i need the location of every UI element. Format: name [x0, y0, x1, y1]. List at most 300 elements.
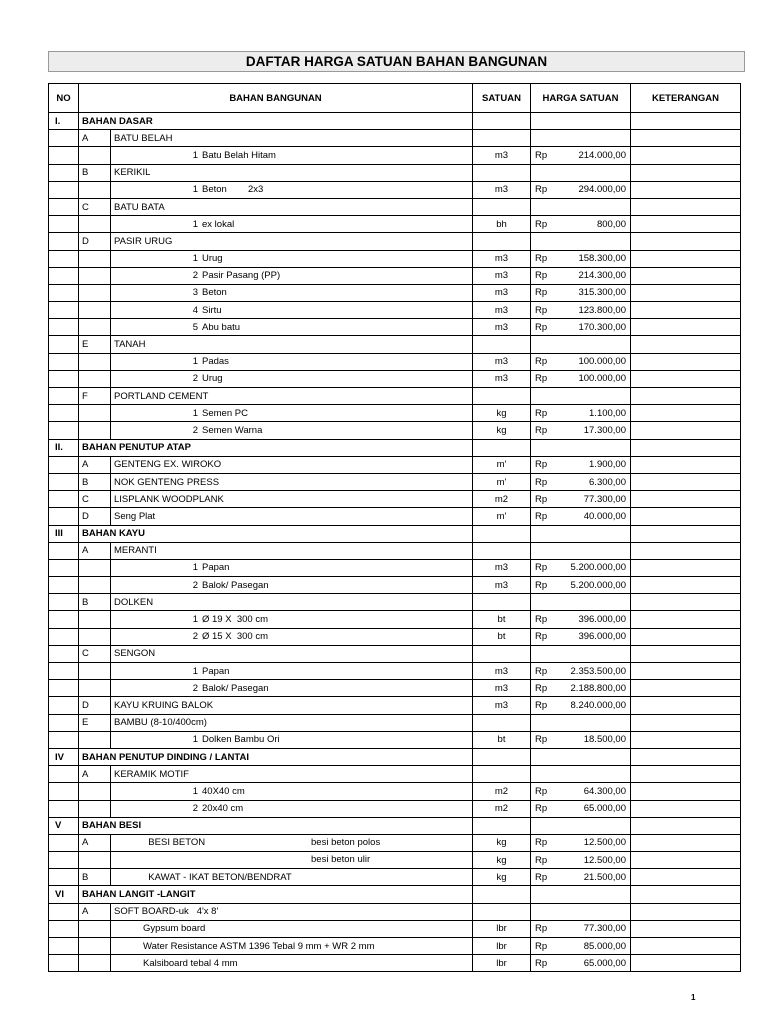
currency-label: Rp: [535, 218, 548, 230]
row-keterangan: [631, 783, 741, 800]
row-harga: [531, 680, 631, 697]
currency-label: Rp: [535, 184, 548, 196]
row-bahan: [79, 920, 473, 937]
row-bahan: [79, 731, 473, 748]
item-name: [111, 425, 472, 436]
row-harga: [531, 353, 631, 370]
row-no: [49, 319, 79, 336]
table-row: [49, 903, 741, 920]
row-harga: [531, 852, 631, 869]
table-row: [49, 130, 741, 147]
group-name: KAWAT - IKAT BETON/BENDRAT: [114, 871, 292, 883]
price-value: 315.300,00: [578, 287, 626, 299]
row-no: [49, 233, 79, 250]
item-number: 4: [192, 304, 198, 316]
group-letter: B: [79, 594, 111, 610]
row-satuan: m3: [473, 697, 531, 714]
row-harga: [531, 663, 631, 680]
group-name: LISPLANK WOODPLANK: [114, 493, 224, 505]
row-harga: [531, 508, 631, 525]
item-number: 1: [192, 665, 198, 677]
row-keterangan: [631, 147, 741, 164]
group-letter: [79, 268, 111, 284]
row-keterangan: [631, 559, 741, 576]
row-no: [49, 302, 79, 319]
row-keterangan: [631, 456, 741, 473]
group-name: SOFT BOARD-uk 4'x 8': [114, 906, 219, 918]
price-value: 5.200.000,00: [570, 579, 626, 591]
row-no: [49, 473, 79, 490]
price-value: 5.200.000,00: [570, 562, 626, 574]
table-row: [49, 783, 741, 800]
group-letter: D: [79, 697, 111, 713]
currency-label: Rp: [535, 459, 548, 471]
row-satuan: kg: [473, 405, 531, 422]
table-row: [49, 284, 741, 301]
currency-label: Rp: [535, 253, 548, 265]
currency-label: Rp: [535, 373, 548, 385]
table-row: [49, 559, 741, 576]
row-bahan: [79, 353, 473, 370]
group-letter: [79, 182, 111, 198]
row-keterangan: [631, 869, 741, 886]
item-text: Semen Warna: [202, 424, 263, 436]
price-value: 100.000,00: [578, 373, 626, 385]
item-text: Ø 15 X 300 cm: [202, 631, 269, 643]
group-name: SENGON: [114, 648, 156, 660]
row-no: [49, 284, 79, 301]
row-satuan: [473, 748, 531, 765]
group-letter: [79, 783, 111, 799]
item-text: Sirtu: [202, 304, 222, 316]
row-no: [49, 336, 79, 353]
group-letter: [79, 285, 111, 301]
group-letter: D: [79, 508, 111, 524]
item-name: Water Resistance ASTM 1396 Tebal 9 mm + WR 2 mm: [143, 940, 375, 952]
row-no: [49, 198, 79, 215]
row-satuan: lbr: [473, 955, 531, 972]
row-harga: [531, 491, 631, 508]
currency-label: Rp: [535, 803, 548, 815]
row-harga: [531, 164, 631, 181]
row-harga: [531, 302, 631, 319]
group-name: MERANTI: [114, 545, 157, 557]
price-value: 64.300,00: [583, 785, 626, 797]
row-satuan: m3: [473, 267, 531, 284]
row-bahan: [79, 783, 473, 800]
currency-label: Rp: [535, 614, 548, 626]
row-keterangan: [631, 525, 741, 542]
row-harga: [531, 577, 631, 594]
row-harga: [531, 731, 631, 748]
row-bahan: [79, 336, 473, 353]
row-no: [49, 577, 79, 594]
row-no: [49, 181, 79, 198]
group-name: KAYU KRUING BALOK: [114, 699, 214, 711]
table-row: [49, 370, 741, 387]
section-title: BAHAN PENUTUP DINDING / LANTAI: [82, 751, 249, 763]
row-keterangan: [631, 491, 741, 508]
item-text: Dolken Bambu Ori: [202, 734, 280, 746]
group-name: BAMBU (8-10/400cm): [114, 717, 207, 729]
item-text: Papan: [202, 665, 230, 677]
table-row: [49, 731, 741, 748]
row-bahan: [79, 559, 473, 576]
row-harga: [531, 456, 631, 473]
row-no: IV: [49, 748, 79, 765]
row-harga: [531, 559, 631, 576]
row-satuan: m3: [473, 250, 531, 267]
row-keterangan: [631, 164, 741, 181]
row-no: [49, 542, 79, 559]
item-name: [111, 253, 472, 264]
group-letter: C: [79, 199, 111, 215]
row-bahan: [79, 284, 473, 301]
currency-label: Rp: [535, 957, 548, 969]
row-keterangan: [631, 628, 741, 645]
row-bahan: [79, 439, 473, 456]
row-keterangan: [631, 284, 741, 301]
row-keterangan: [631, 267, 741, 284]
item-number: 1: [192, 407, 198, 419]
group-letter: [79, 680, 111, 696]
row-satuan: [473, 130, 531, 147]
item-number: 2: [192, 579, 198, 591]
group-letter: [79, 422, 111, 438]
row-keterangan: [631, 680, 741, 697]
price-value: 77.300,00: [583, 923, 626, 935]
group-letter: B: [79, 474, 111, 490]
item-text: Urug: [202, 253, 223, 265]
row-harga: [531, 817, 631, 834]
row-harga: [531, 594, 631, 611]
group-letter: A: [79, 543, 111, 559]
row-keterangan: [631, 714, 741, 731]
row-satuan: m3: [473, 302, 531, 319]
row-satuan: [473, 198, 531, 215]
row-bahan: [79, 748, 473, 765]
group-letter: A: [79, 766, 111, 782]
row-keterangan: [631, 766, 741, 783]
item-number: 2: [192, 373, 198, 385]
row-satuan: [473, 817, 531, 834]
group-letter: [79, 302, 111, 318]
row-keterangan: [631, 370, 741, 387]
table-row: [49, 800, 741, 817]
row-harga: [531, 628, 631, 645]
price-value: 18.500,00: [583, 734, 626, 746]
row-keterangan: [631, 130, 741, 147]
item-number: 1: [192, 785, 198, 797]
row-harga: [531, 250, 631, 267]
table-row: [49, 267, 741, 284]
price-value: 294.000,00: [578, 184, 626, 196]
item-number: 2: [192, 270, 198, 282]
item-name: Kalsiboard tebal 4 mm: [143, 957, 238, 969]
row-satuan: m3: [473, 353, 531, 370]
row-satuan: bt: [473, 731, 531, 748]
table-row: [49, 938, 741, 955]
item-number: 3: [192, 287, 198, 299]
row-keterangan: [631, 817, 741, 834]
item-text: Abu batu: [202, 321, 241, 333]
row-keterangan: [631, 405, 741, 422]
row-no: [49, 903, 79, 920]
currency-label: Rp: [535, 287, 548, 299]
item-text: Beton: [202, 287, 227, 299]
row-bahan: [79, 473, 473, 490]
row-harga: [531, 216, 631, 233]
row-satuan: [473, 766, 531, 783]
row-harga: [531, 336, 631, 353]
price-value: 65.000,00: [583, 957, 626, 969]
price-value: 8.240.000,00: [570, 699, 626, 711]
row-keterangan: [631, 852, 741, 869]
row-satuan: [473, 233, 531, 250]
group-letter: A: [79, 904, 111, 920]
row-keterangan: [631, 903, 741, 920]
section-title: BAHAN BESI: [82, 820, 142, 832]
currency-label: Rp: [535, 321, 548, 333]
row-no: I.: [49, 113, 79, 130]
row-no: VI: [49, 886, 79, 903]
item-text: Balok/ Pasegan: [202, 682, 269, 694]
item-name: [111, 631, 472, 642]
row-keterangan: [631, 439, 741, 456]
price-value: 77.300,00: [583, 493, 626, 505]
table-row: [49, 198, 741, 215]
row-bahan: [79, 628, 473, 645]
table-row: [49, 147, 741, 164]
row-bahan: [79, 955, 473, 972]
group-letter: [79, 629, 111, 645]
item-name: [111, 683, 472, 694]
row-satuan: m2: [473, 491, 531, 508]
table-row: [49, 164, 741, 181]
row-satuan: m2: [473, 783, 531, 800]
currency-label: Rp: [535, 424, 548, 436]
row-keterangan: [631, 697, 741, 714]
row-keterangan: [631, 336, 741, 353]
item-number: 1: [192, 562, 198, 574]
item-text: ex lokal: [202, 218, 235, 230]
row-bahan: [79, 319, 473, 336]
row-no: [49, 164, 79, 181]
row-satuan: m3: [473, 680, 531, 697]
item-text: Urug: [202, 373, 223, 385]
table-row: [49, 680, 741, 697]
row-keterangan: [631, 645, 741, 662]
price-value: 396.000,00: [578, 614, 626, 626]
row-bahan: [79, 714, 473, 731]
group-letter: [79, 371, 111, 387]
row-no: [49, 663, 79, 680]
item-name: [111, 150, 472, 161]
row-keterangan: [631, 113, 741, 130]
row-harga: [531, 766, 631, 783]
row-satuan: lbr: [473, 938, 531, 955]
row-harga: [531, 147, 631, 164]
table-body: [49, 113, 741, 972]
row-satuan: m': [473, 456, 531, 473]
row-harga: [531, 938, 631, 955]
row-keterangan: [631, 198, 741, 215]
section-title: BAHAN DASAR: [82, 115, 153, 127]
row-no: [49, 594, 79, 611]
row-harga: [531, 422, 631, 439]
item-name: [111, 666, 472, 677]
group-letter: [79, 921, 111, 937]
table-row: [49, 852, 741, 869]
item-number: 2: [192, 803, 198, 815]
item-text: Semen PC: [202, 407, 248, 419]
row-harga: [531, 697, 631, 714]
item-note: besi beton ulir: [311, 854, 371, 866]
row-bahan: [79, 697, 473, 714]
row-bahan: [79, 938, 473, 955]
row-no: [49, 920, 79, 937]
group-letter: [79, 319, 111, 335]
price-value: 40.000,00: [583, 510, 626, 522]
item-text: Batu Belah Hitam: [202, 149, 276, 161]
item-name: [111, 562, 472, 573]
group-letter: B: [79, 869, 111, 885]
item-number: 2: [192, 682, 198, 694]
group-name: KERAMIK MOTIF: [114, 768, 189, 780]
price-value: 396.000,00: [578, 631, 626, 643]
item-name: [111, 287, 472, 298]
row-satuan: kg: [473, 834, 531, 851]
row-no: [49, 267, 79, 284]
group-letter: [79, 611, 111, 627]
row-keterangan: [631, 834, 741, 851]
table-row: [49, 233, 741, 250]
row-satuan: m2: [473, 800, 531, 817]
item-text: Papan: [202, 562, 230, 574]
row-keterangan: [631, 800, 741, 817]
price-value: 170.300,00: [578, 321, 626, 333]
row-satuan: bt: [473, 611, 531, 628]
table-row: [49, 353, 741, 370]
row-satuan: [473, 645, 531, 662]
row-no: [49, 370, 79, 387]
currency-label: Rp: [535, 476, 548, 488]
table-row: [49, 336, 741, 353]
currency-label: Rp: [535, 407, 548, 419]
table-row: [49, 577, 741, 594]
row-satuan: bh: [473, 216, 531, 233]
row-bahan: [79, 508, 473, 525]
currency-label: Rp: [535, 304, 548, 316]
row-keterangan: [631, 594, 741, 611]
row-bahan: [79, 130, 473, 147]
item-name: [111, 408, 472, 419]
table-row: [49, 491, 741, 508]
section-title: BAHAN LANGIT -LANGIT: [82, 889, 196, 901]
group-name: KERIKIL: [114, 167, 151, 179]
price-value: 17.300,00: [583, 424, 626, 436]
table-row: [49, 216, 741, 233]
row-no: [49, 955, 79, 972]
table-row: [49, 594, 741, 611]
currency-label: Rp: [535, 562, 548, 574]
row-bahan: [79, 800, 473, 817]
row-bahan: [79, 577, 473, 594]
table-row: [49, 405, 741, 422]
item-number: 1: [192, 253, 198, 265]
group-letter: [79, 801, 111, 817]
group-letter: E: [79, 336, 111, 352]
row-keterangan: [631, 216, 741, 233]
row-bahan: [79, 594, 473, 611]
row-satuan: [473, 886, 531, 903]
table-row: [49, 766, 741, 783]
item-number: 1: [192, 734, 198, 746]
table-row: [49, 748, 741, 765]
row-keterangan: [631, 663, 741, 680]
item-name: [111, 305, 472, 316]
row-bahan: [79, 834, 473, 851]
row-no: [49, 216, 79, 233]
item-text: Ø 19 X 300 cm: [202, 614, 269, 626]
item-name: Gypsum board: [143, 923, 206, 935]
row-bahan: [79, 663, 473, 680]
row-bahan: [79, 267, 473, 284]
row-harga: [531, 181, 631, 198]
currency-label: Rp: [535, 699, 548, 711]
table-header-row: [49, 84, 741, 113]
row-no: [49, 869, 79, 886]
table-row: [49, 508, 741, 525]
item-text: Padas: [202, 356, 229, 368]
price-value: 214.300,00: [578, 270, 626, 282]
row-bahan: [79, 370, 473, 387]
row-harga: [531, 611, 631, 628]
group-letter: C: [79, 646, 111, 662]
row-satuan: [473, 336, 531, 353]
row-no: [49, 800, 79, 817]
header-satuan: SATUAN: [473, 84, 531, 113]
row-harga: [531, 542, 631, 559]
row-satuan: [473, 439, 531, 456]
row-keterangan: [631, 422, 741, 439]
row-no: [49, 645, 79, 662]
section-title: BAHAN KAYU: [82, 528, 145, 540]
row-satuan: lbr: [473, 920, 531, 937]
row-no: [49, 714, 79, 731]
row-no: [49, 388, 79, 405]
row-keterangan: [631, 731, 741, 748]
item-number: 1: [192, 614, 198, 626]
group-name: PORTLAND CEMENT: [114, 390, 209, 402]
group-letter: F: [79, 388, 111, 404]
row-no: [49, 559, 79, 576]
row-bahan: [79, 216, 473, 233]
row-bahan: [79, 611, 473, 628]
row-keterangan: [631, 920, 741, 937]
row-no: [49, 250, 79, 267]
price-value: 2.188.800,00: [570, 682, 626, 694]
table-row: [49, 663, 741, 680]
group-letter: [79, 216, 111, 232]
group-letter: A: [79, 457, 111, 473]
table-row: [49, 628, 741, 645]
row-harga: [531, 955, 631, 972]
row-no: V: [49, 817, 79, 834]
row-harga: [531, 920, 631, 937]
row-bahan: [79, 456, 473, 473]
item-number: 1: [192, 184, 198, 196]
